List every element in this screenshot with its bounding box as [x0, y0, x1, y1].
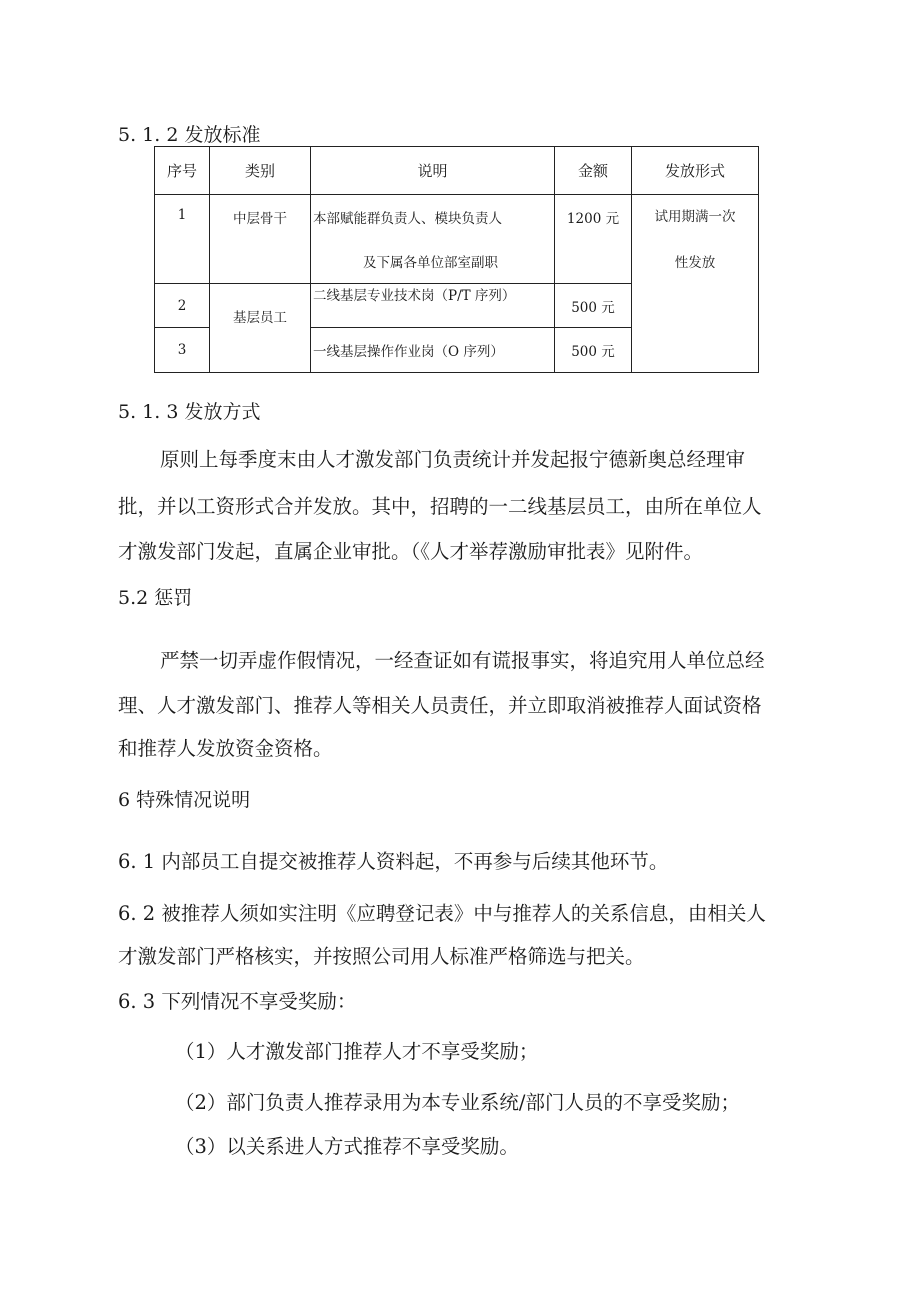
row1-amount: 1200 元: [555, 195, 632, 284]
sub-item-1: （1）人才激发部门推荐人才不享受奖励；: [175, 1040, 539, 1063]
row2-amount: 500 元: [555, 284, 632, 328]
section-5-2-line1: 严禁一切弄虚作假情况，一经查证如有谎报事实，将追究用人单位总经: [160, 649, 765, 672]
section-5-2-line2: 理、人才激发部门、推荐人等相关人员责任，并立即取消被推荐人面试资格: [118, 694, 762, 717]
payment-form-line1: 试用期满一次: [654, 209, 736, 225]
section-6-title: 6 特殊情况说明: [118, 789, 251, 811]
section-5-1-3-title: 5. 1. 3 发放方式: [118, 401, 261, 423]
payment-form-cell: [632, 195, 759, 373]
row1-desc-line2: 及下属各单位部室副职: [363, 255, 498, 271]
header-payment-form: 发放形式: [632, 147, 759, 195]
header-no: 序号: [155, 147, 210, 195]
item-6-3: 6. 3 下列情况不享受奖励：: [118, 990, 357, 1013]
section-5-1-2-title: 5. 1. 2 发放标准: [118, 124, 261, 146]
item-6-2-line2: 才激发部门严格核实，并按照公司用人标准严格筛选与把关。: [118, 945, 645, 968]
section-5-1-3-line2: 批，并以工资形式合并发放。其中，招聘的一二线基层员工，由所在单位人: [118, 495, 762, 518]
award-standard-table: [154, 146, 759, 373]
sub-item-3: （3）以关系进人方式推荐不享受奖励。: [175, 1135, 519, 1158]
row2-desc-line1: 二线基层专业技术岗（P/T 序列）: [313, 288, 516, 304]
row2-no: 2: [155, 284, 210, 328]
sub-item-2: （2）部门负责人推荐录用为本专业系统/部门人员的不享受奖励；: [175, 1091, 740, 1114]
table-row: [155, 195, 759, 284]
item-6-1: 6. 1 内部员工自提交被推荐人资料起，不再参与后续其他环节。: [118, 850, 669, 873]
row3-desc-line1: 一线基层操作作业岗（O 序列）: [313, 344, 504, 360]
row2-category: 基层员工: [210, 284, 311, 373]
header-amount: 金额: [555, 147, 632, 195]
row2-description: [311, 284, 555, 328]
row3-no: 3: [155, 328, 210, 373]
row3-description: [311, 328, 555, 373]
section-5-2-line3: 和推荐人发放资金资格。: [118, 737, 333, 760]
payment-form-line2: 性发放: [674, 255, 716, 271]
row1-category: 中层骨干: [210, 195, 311, 284]
header-category: 类别: [210, 147, 311, 195]
section-5-1-3-line3: 才激发部门发起，直属企业审批。（《人才举荐激励审批表》见附件。: [118, 540, 704, 563]
row1-desc-line1: 本部赋能群负责人、模块负责人: [313, 211, 502, 227]
section-5-2-title: 5.2 惩罚: [118, 587, 193, 609]
header-description: 说明: [311, 147, 555, 195]
section-5-1-3-line1: 原则上每季度末由人才激发部门负责统计并发起报宁德新奥总经理审: [160, 448, 746, 471]
table-header-row: [155, 147, 759, 195]
row3-amount: 500 元: [555, 328, 632, 373]
item-6-2-line1: 6. 2 被推荐人须如实注明《应聘登记表》中与推荐人的关系信息，由相关人: [118, 902, 766, 925]
row1-description: [311, 195, 555, 284]
row1-no: 1: [155, 195, 210, 284]
